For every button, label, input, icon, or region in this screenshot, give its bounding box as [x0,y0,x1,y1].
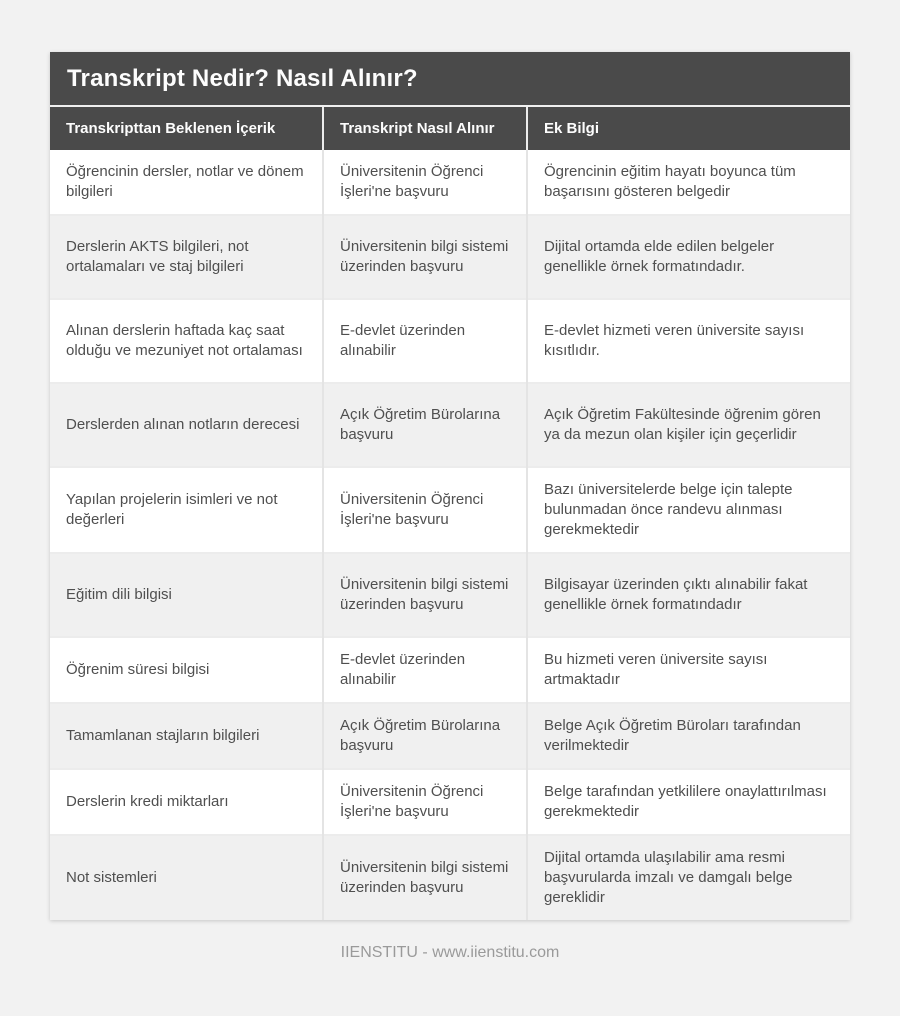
cell-how-to-obtain: Üniversitenin Öğrenci İşleri'ne başvuru [323,467,527,553]
table-row [50,467,850,553]
cell-expected-content: Not sistemleri [50,835,323,920]
cell-how-to-obtain: E-devlet üzerinden alınabilir [323,299,527,383]
cell-how-to-obtain: Üniversitenin Öğrenci İşleri'ne başvuru [323,150,527,215]
cell-how-to-obtain: Açık Öğretim Bürolarına başvuru [323,703,527,769]
cell-extra-info: Bu hizmeti veren üniversite sayısı artmaktadır [527,637,850,703]
cell-extra-info: Dijital ortamda ulaşılabilir ama resmi başvurularda imzalı ve damgalı belge gereklidir [527,835,850,920]
cell-expected-content: Yapılan projelerin isimleri ve not değerleri [50,467,323,553]
transcript-info-card [50,52,850,920]
cell-expected-content: Öğrenim süresi bilgisi [50,637,323,703]
cell-extra-info: Belge tarafından yetkililere onaylattırılması gerekmektedir [527,769,850,835]
cell-expected-content: Öğrencinin dersler, notlar ve dönem bilgileri [50,150,323,215]
table-row [50,383,850,467]
cell-how-to-obtain: Açık Öğretim Bürolarına başvuru [323,383,527,467]
table-title-bar [50,52,850,107]
cell-expected-content: Eğitim dili bilgisi [50,553,323,637]
table-row [50,835,850,920]
cell-extra-info: Belge Açık Öğretim Büroları tarafından verilmektedir [527,703,850,769]
table-header-row [50,107,850,150]
cell-extra-info: Açık Öğretim Fakültesinde öğrenim gören ya da mezun olan kişiler için geçerlidir [527,383,850,467]
cell-extra-info: E-devlet hizmeti veren üniversite sayısı kısıtlıdır. [527,299,850,383]
cell-extra-info: Dijital ortamda elde edilen belgeler genellikle örnek formatındadır. [527,215,850,299]
table-row [50,637,850,703]
transcript-table [50,107,850,920]
table-row [50,299,850,383]
cell-extra-info: Bilgisayar üzerinden çıktı alınabilir fakat genellikle örnek formatındadır [527,553,850,637]
column-header-expected-content: Transkripttan Beklenen İçerik [50,107,323,150]
column-header-extra-info: Ek Bilgi [527,107,850,150]
cell-how-to-obtain: Üniversitenin bilgi sistemi üzerinden başvuru [323,553,527,637]
cell-extra-info: Bazı üniversitelerde belge için talepte bulunmadan önce randevu alınması gerekmektedir [527,467,850,553]
table-row [50,215,850,299]
cell-expected-content: Derslerin kredi miktarları [50,769,323,835]
table-row [50,703,850,769]
cell-how-to-obtain: E-devlet üzerinden alınabilir [323,637,527,703]
cell-expected-content: Alınan derslerin haftada kaç saat olduğu ve mezuniyet not ortalaması [50,299,323,383]
cell-how-to-obtain: Üniversitenin bilgi sistemi üzerinden başvuru [323,215,527,299]
column-header-how-to-obtain: Transkript Nasıl Alınır [323,107,527,150]
table-row [50,553,850,637]
cell-expected-content: Tamamlanan stajların bilgileri [50,703,323,769]
cell-expected-content: Derslerden alınan notların derecesi [50,383,323,467]
page-title: Transkript Nedir? Nasıl Alınır? [67,65,418,92]
footer-credit: IIENSTITU - www.iienstitu.com [340,944,560,961]
cell-extra-info: Ögrencinin eğitim hayatı boyunca tüm başarısını gösteren belgedir [527,150,850,215]
table-row [50,150,850,215]
cell-expected-content: Derslerin AKTS bilgileri, not ortalamaları ve staj bilgileri [50,215,323,299]
cell-how-to-obtain: Üniversitenin Öğrenci İşleri'ne başvuru [323,769,527,835]
table-row [50,769,850,835]
cell-how-to-obtain: Üniversitenin bilgi sistemi üzerinden başvuru [323,835,527,920]
